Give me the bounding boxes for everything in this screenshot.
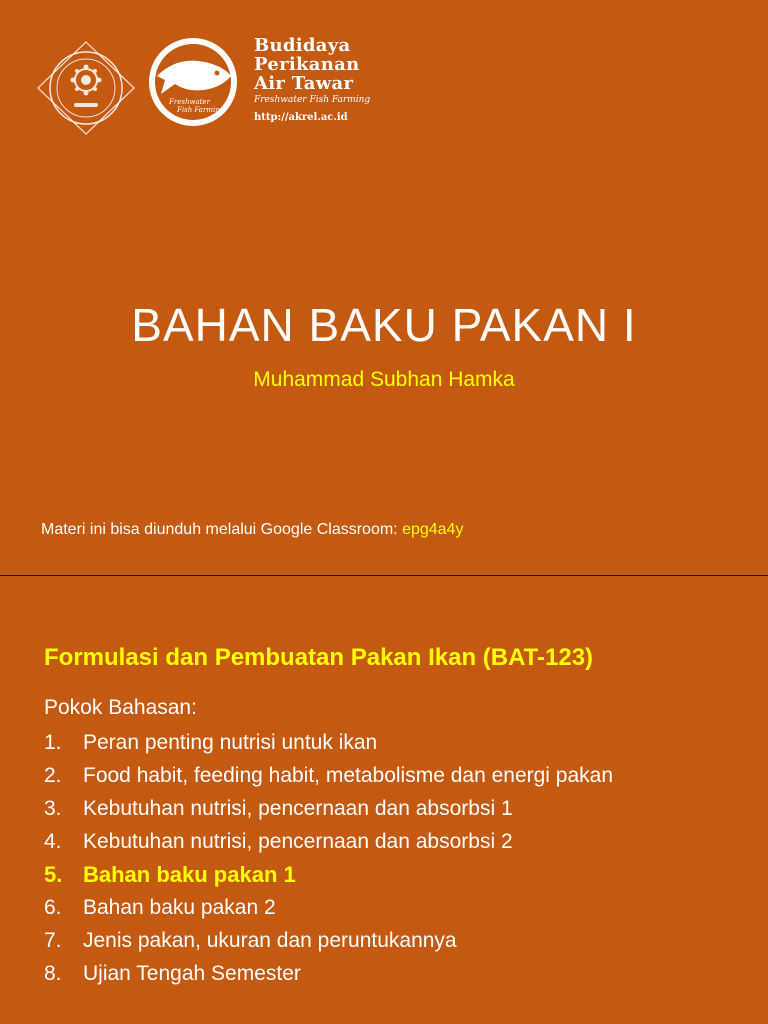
brand-block xyxy=(254,36,370,123)
brand-line-2: Perikanan xyxy=(254,54,360,75)
brand-line-1: Budidaya xyxy=(254,35,351,56)
topic-number: 7. xyxy=(44,928,62,952)
course-title: Formulasi dan Pembuatan Pakan Ikan (BAT-123) xyxy=(44,644,594,671)
topic-text: Peran penting nutrisi untuk ikan xyxy=(83,730,378,754)
download-note-text: Materi ini bisa diunduh melalui Google Classroom: xyxy=(41,521,403,538)
brand-line-3: Air Tawar xyxy=(254,73,354,94)
fish-logo-icon xyxy=(147,36,239,128)
classroom-code: epg4a4y xyxy=(402,521,464,538)
topic-item xyxy=(44,891,613,924)
brand-tagline: Freshwater Fish Farming xyxy=(254,95,371,105)
topic-item xyxy=(44,957,613,990)
topic-text: Bahan baku pakan 1 xyxy=(83,861,296,887)
topic-text: Jenis pakan, ukuran dan peruntukannya xyxy=(83,928,457,952)
topic-number: 8. xyxy=(44,961,62,985)
topic-text: Kebutuhan nutrisi, pencernaan dan absorbsi 2 xyxy=(83,829,513,853)
topic-number: 4. xyxy=(44,829,62,853)
topic-number: 1. xyxy=(44,730,62,754)
topic-text: Kebutuhan nutrisi, pencernaan dan absorbsi 1 xyxy=(83,796,513,820)
topic-item xyxy=(44,759,613,792)
topic-item xyxy=(44,726,613,759)
fish-logo-text-1: Freshwater xyxy=(169,98,210,106)
slide-title: BAHAN BAKU PAKAN I xyxy=(131,299,637,351)
topic-item xyxy=(44,924,613,957)
fish-logo-text-2: Fish Farming xyxy=(177,106,225,114)
topic-text: Bahan baku pakan 2 xyxy=(83,895,276,919)
university-seal-icon xyxy=(32,38,140,138)
topic-item xyxy=(44,858,613,891)
topic-item xyxy=(44,825,613,858)
topic-number: 6. xyxy=(44,895,62,919)
download-note xyxy=(41,521,463,539)
topic-number: 5. xyxy=(44,861,63,887)
topic-list xyxy=(44,726,613,990)
topic-text: Ujian Tengah Semester xyxy=(83,961,301,985)
topic-item xyxy=(44,792,613,825)
topic-number: 2. xyxy=(44,763,62,787)
topic-text: Food habit, feeding habit, metabolisme dan energi pakan xyxy=(83,763,614,787)
author-name: Muhammad Subhan Hamka xyxy=(253,368,515,391)
brand-url-link[interactable]: http://akrel.ac.id xyxy=(254,112,348,123)
topics-heading: Pokok Bahasan: xyxy=(44,696,197,719)
topic-number: 3. xyxy=(44,796,62,820)
